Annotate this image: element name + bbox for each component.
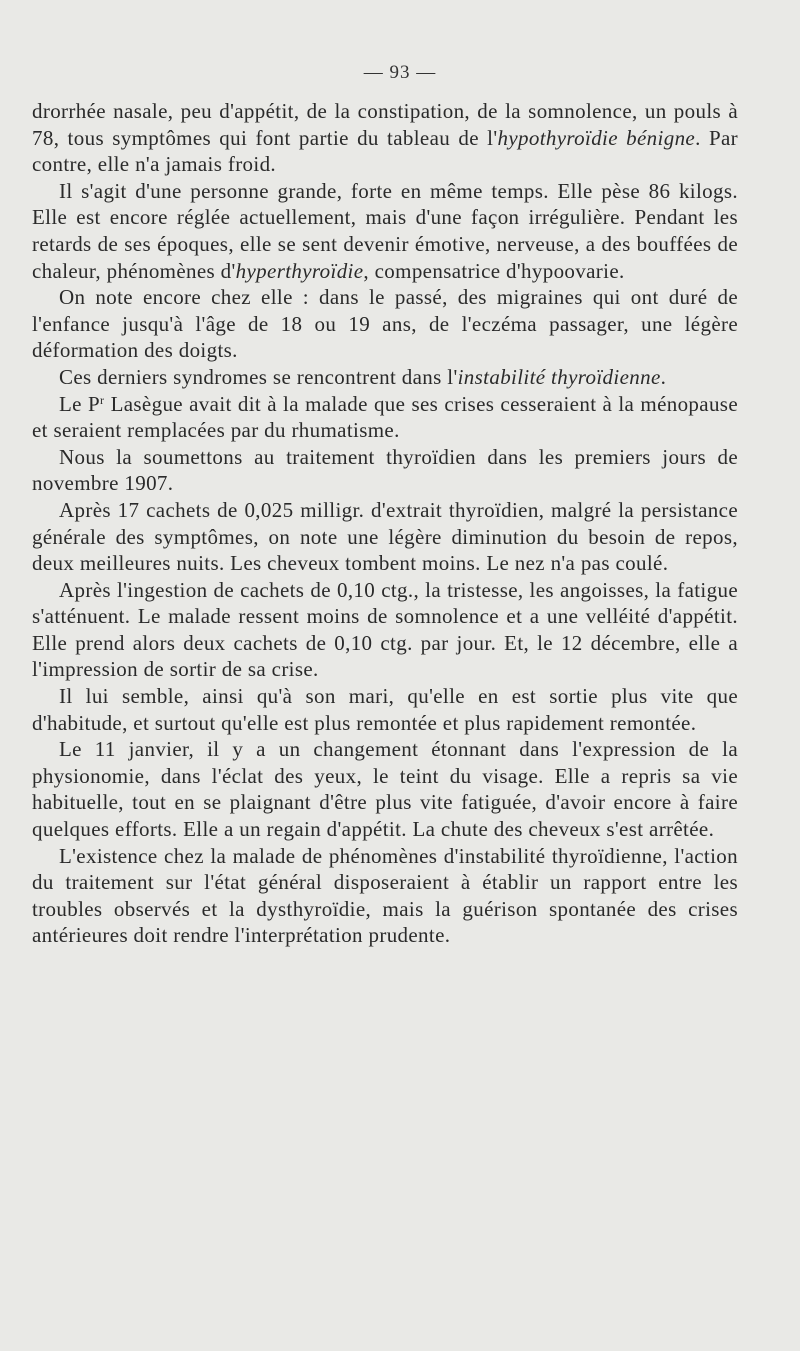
text-run: Le 11 janvier, il y a un changement étonnant dans l'expression de la physionomie, dans l'éclat des yeux, le teint du visage. Elle a repris sa vie habituelle, tout en se plaignant d'être plus vite fatiguée, d'avoir encore à faire quelques efforts. Elle a un regain d'appétit. La chute des cheveux s'est arrêtée. xyxy=(32,737,738,842)
paragraph-4 xyxy=(32,364,738,391)
paragraph-6 xyxy=(32,444,738,497)
body-text xyxy=(32,98,738,949)
text-run: l' xyxy=(487,125,498,150)
paragraph-10 xyxy=(32,736,738,842)
text-run: . xyxy=(660,364,667,389)
text-run: Lasègue avait dit à la malade que ses crises cesseraient à la ménopause et seraient remplacées par du rhumatisme. xyxy=(32,391,739,443)
text-run: Ces derniers syndromes se rencontrent dans l' xyxy=(59,364,458,389)
italic-term: instabilité thyroïdienne xyxy=(457,364,661,389)
text-run: drorrhée nasale, peu d'appétit, de la constipation, de la somnolence, un pouls à 78, tous symptômes qui font partie du tableau de xyxy=(32,99,738,150)
text-run: . Par contre, elle n'a jamais froid. xyxy=(32,125,738,177)
text-run: Après l'ingestion de cachets de 0,10 ctg., la tristesse, les angoisses, la fatigue s'atténuent. Le malade ressent moins de somnolence et a une velléité d'appétit. Elle prend alors deux cachets de 0,10 ctg. par jour. Et, le 12 décembre, elle a l'impression de sortir de sa crise. xyxy=(32,577,738,682)
italic-term: hyperthyroïdie xyxy=(235,258,364,283)
paragraph-2 xyxy=(32,178,738,284)
text-run: , compensatrice d'hypoovarie. xyxy=(363,258,625,283)
page-number: — 93 — xyxy=(363,62,437,83)
text-run: Il lui semble, ainsi qu'à son mari, qu'elle en est sortie plus vite que d'habitude, et surtout qu'elle est plus remontée et plus rapidement remontée. xyxy=(32,684,738,735)
paragraph-9 xyxy=(32,683,738,736)
paragraph-8 xyxy=(32,577,738,683)
italic-term: hypothyroïdie bénigne xyxy=(497,125,696,150)
paragraph-5 xyxy=(32,391,738,444)
text-run: On note encore chez elle : dans le passé, des migraines qui ont duré de l'enfance jusqu'à l'âge de 18 ou 19 ans, de l'eczéma passager, une légère déformation des doigts. xyxy=(32,285,738,363)
text-run: Il s'agit d'une personne grande, forte en même temps. Elle pèse 86 kilogs. Elle est encore réglée actuellement, mais d'une façon irrégulière. Pendant les retards de ses époques, elle se sent devenir émotive, nerveuse, a des bouffées de chaleur, phénomènes d' xyxy=(32,178,738,283)
text-run: Le P xyxy=(59,391,101,416)
superscript: r xyxy=(100,392,105,407)
text-run: Nous la soumettons au traitement thyroïdien dans les premiers jours de novembre 1907. xyxy=(32,444,738,496)
text-run: Après 17 cachets de 0,025 milligr. d'extrait thyroïdien, malgré la persistance générale des symptômes, on note une légère diminution du besoin de repos, deux meilleures nuits. Les cheveux tombent moins. Le nez n'a pas coulé. xyxy=(32,497,738,576)
paragraph-3 xyxy=(32,284,738,364)
paragraph-1 xyxy=(32,98,738,178)
text-run: L'existence chez la malade de phénomènes d'instabilité thyroïdienne, l'action du traitement sur l'état général disposeraient à établir un rapport entre les troubles observés et la dysthyroïdie, mais la guérison spontanée des crises antérieures doit rendre l'interprétation prudente. xyxy=(32,843,738,948)
paragraph-11 xyxy=(32,843,738,949)
paragraph-7 xyxy=(32,497,738,577)
